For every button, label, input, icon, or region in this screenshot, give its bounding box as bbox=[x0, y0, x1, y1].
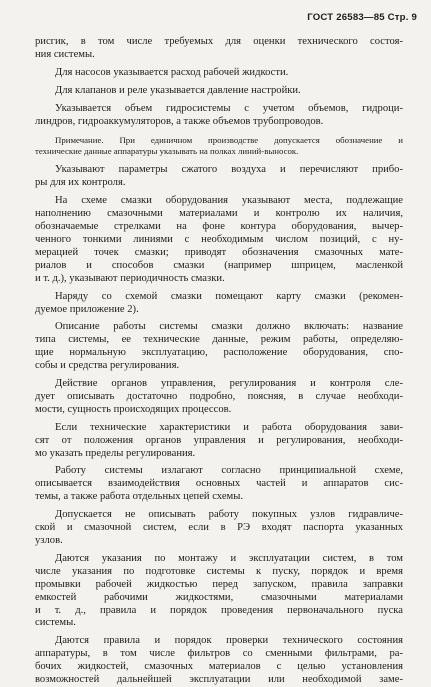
text-line: риалов и способов смазки (например шприцем, масленкой bbox=[35, 259, 403, 271]
text-line: рисгик, в том числе требуемых для оценки технического состоя- bbox=[35, 36, 403, 47]
text-line: щие нормальную эксплуатацию, расположение оборудования, спо- bbox=[35, 347, 403, 359]
text-line: На схеме смазки оборудования указывают места, подлежащие bbox=[55, 195, 403, 207]
text-line: емкостей рабочими жидкостями, смазочными материалами bbox=[35, 591, 403, 603]
text-line: системы. bbox=[35, 617, 76, 629]
text-line: промывки рабочей жидкостью перед запуском, правила заправки bbox=[35, 578, 403, 590]
text-line: дует описывать достаточно подробно, поясняя, в случае необходи- bbox=[35, 390, 403, 402]
text-line: мости, сущность происходящих процессов. bbox=[35, 403, 232, 415]
note bbox=[35, 135, 403, 157]
text-line: Даются правила и порядок проверки технического состояния bbox=[55, 635, 403, 647]
text-line: дуемое приложение 2). bbox=[35, 303, 139, 315]
text-line: Наряду со схемой смазки помещают карту смазки (рекомен- bbox=[55, 290, 403, 302]
text-line: Указывают параметры сжатого воздуха и перечисляют прибо- bbox=[55, 164, 403, 176]
text-line: Для насосов указывается расход рабочей жидкости. bbox=[55, 66, 289, 78]
paragraph bbox=[35, 103, 403, 129]
paragraph bbox=[35, 422, 403, 461]
paragraph bbox=[35, 67, 403, 80]
text-line: узлов. bbox=[35, 535, 63, 546]
paragraph bbox=[35, 164, 403, 190]
text-line: ры для их контроля. bbox=[35, 177, 126, 189]
paragraph bbox=[35, 465, 403, 504]
text-line: ченного тонкими линиями с необходимым числом позиций, с ну- bbox=[35, 233, 403, 245]
text-line: сят от положения органов управления и регулирования, необходи- bbox=[35, 434, 403, 446]
paragraph bbox=[35, 36, 403, 62]
text-line: возможностей дальнейшей эксплуатации или необходимой заме- bbox=[35, 674, 403, 686]
text-line: обозначаемые стрелками на фоне контура оборудования, вычер- bbox=[35, 221, 403, 233]
text-line: собы и средства регулирования. bbox=[35, 360, 180, 372]
text-line: бочих жидкостей, смазочных материалов с целью установления bbox=[35, 661, 403, 673]
paragraph bbox=[35, 291, 403, 317]
text-line: Даются указания по монтажу и эксплуатации систем, в том bbox=[55, 552, 403, 564]
text-line: линдров, гидроаккумуляторов, а также объемов трубопроводов. bbox=[35, 115, 324, 127]
paragraph bbox=[35, 509, 403, 548]
text-line: ния системы. bbox=[35, 48, 95, 60]
text-line: ской и смазочной систем, если в РЭ входят паспорта указанных bbox=[35, 522, 403, 534]
text-line: Описание работы системы смазки должно включать: название bbox=[55, 321, 403, 333]
text-line: Действие органов управления, регулирования и контроля сле- bbox=[55, 378, 403, 390]
note-line: технические данные аппаратуры указывать на полках линий-выносок. bbox=[35, 146, 299, 157]
text-line: типа системы, ее технические данные, режим работы, определяю- bbox=[35, 334, 403, 346]
text-line: Работу системы излагают согласно принципиальной схеме, bbox=[55, 465, 403, 477]
paragraph bbox=[35, 195, 403, 285]
text-line: наполнению смазочными материалами и контролю их наличия, bbox=[35, 208, 403, 220]
paragraph bbox=[35, 553, 403, 630]
text-line: числе указания по подготовке системы к пуску, порядок и время bbox=[35, 565, 403, 577]
text-line: мо указать пределы регулирования. bbox=[35, 447, 196, 459]
paragraph bbox=[35, 378, 403, 417]
text-line: Допускается не описывать работу покупных узлов гидравличе- bbox=[55, 509, 403, 521]
text-line: и т. д., правила и порядок проведения первоначального пуска bbox=[35, 604, 403, 616]
paragraph bbox=[35, 635, 403, 687]
document-body bbox=[35, 36, 403, 687]
text-line: и т. д.), указывают периодичность смазки. bbox=[35, 272, 225, 284]
page-header: ГОСТ 26583—85 Стр. 9 bbox=[307, 12, 417, 23]
text-line: Для клапанов и реле указывается давление настройки. bbox=[55, 84, 301, 96]
text-line: Если технические характеристики и работа оборудования зави- bbox=[55, 421, 403, 433]
text-line: Указывается объем гидросистемы с учетом объемов, гидроци- bbox=[55, 102, 403, 114]
text-line: мерацией точек смазки; приводят обозначения смазочных мате- bbox=[35, 246, 403, 258]
paragraph bbox=[35, 321, 403, 373]
paragraph bbox=[35, 85, 403, 98]
text-line: описывается взаимодействия основных частей и аппаратов сис- bbox=[35, 478, 403, 490]
text-line: темы, а также работа отдельных цепей схемы. bbox=[35, 491, 244, 503]
note-line: Примечание. При единичном производстве допускается обозначение и bbox=[55, 135, 403, 146]
text-line: аппаратуры, в том числе фильтров со сменными фильтрами, ра- bbox=[35, 648, 403, 660]
